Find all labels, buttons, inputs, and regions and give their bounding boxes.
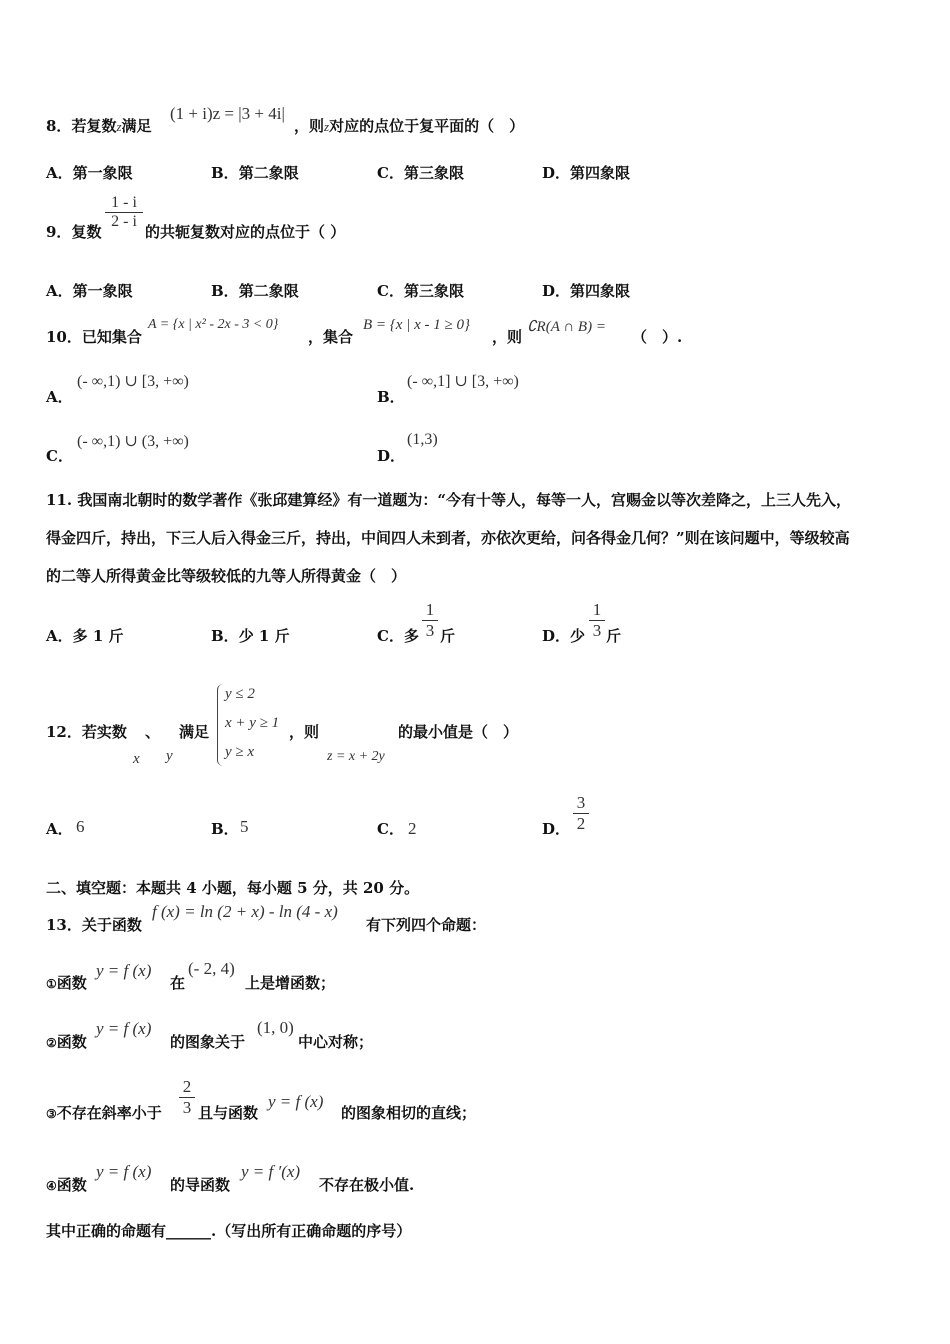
q13-s3-text-c: 的图象相切的直线； [341, 1104, 477, 1122]
q12-option-a[interactable] [46, 818, 73, 839]
q12-option-d[interactable] [542, 818, 570, 839]
fraction-denominator: 3 [182, 1098, 192, 1117]
circled-number: ① [46, 977, 57, 991]
q8-option-d[interactable] [542, 162, 630, 183]
q12-number: 12． [46, 723, 82, 741]
option-label: B． [377, 388, 405, 406]
q10-option-a-text: (- ∞,1) ∪ [3, +∞) [77, 373, 189, 390]
statement-text: 不存在斜率小于 [56, 1104, 162, 1122]
q13-s1-func: y = f (x) [96, 961, 152, 980]
fraction-denominator: 3 [592, 621, 602, 640]
q8-number: 8． [46, 117, 72, 135]
q13-statement-4 [46, 1174, 87, 1195]
q9-option-d[interactable] [542, 280, 630, 301]
option-label: C． [377, 282, 404, 300]
q10-number: 10． [46, 328, 82, 346]
option-label: B． [211, 164, 239, 182]
option-label: C． [377, 164, 404, 182]
q13-text-pre: 关于函数 [81, 916, 142, 934]
q9-stem-tail: 的共轭复数对应的点位于（ ） [145, 223, 346, 241]
option-label: C． [377, 627, 404, 645]
q13-s2-point: (1, 0) [257, 1018, 294, 1037]
q12-option-d-fraction [573, 793, 589, 834]
q10-option-b-text: (- ∞,1] ∪ [3, +∞) [407, 373, 519, 390]
q12-constraint-3: y ≥ x [225, 744, 255, 760]
q13-s3-func: y = f (x) [268, 1092, 324, 1111]
q12-option-b-text: 5 [240, 817, 249, 836]
q11-option-d[interactable] [542, 625, 585, 646]
q10-option-a[interactable] [46, 386, 73, 407]
q11-line-3: 的二等人所得黄金比等级较低的九等人所得黄金（ ） [46, 567, 407, 585]
q8-var-z2: z [324, 119, 330, 134]
q13-statement-1 [46, 972, 87, 993]
q9-frac-denominator: 2 - i [111, 213, 137, 230]
q12-option-c[interactable] [377, 818, 404, 839]
section-heading: 二、填空题：本题共 4 小题，每小题 5 分，共 20 分。 [46, 879, 420, 897]
q13-answer-prompt: 其中正确的命题有______.（写出所有正确命题的序号） [46, 1222, 412, 1240]
option-text: 第一象限 [72, 282, 133, 300]
q13-statement-2 [46, 1031, 87, 1052]
q8-text-post: ，则 [294, 117, 325, 135]
option-text: 第三象限 [403, 282, 464, 300]
q8-option-c[interactable] [377, 162, 464, 183]
fraction-denominator: 2 [576, 814, 586, 833]
q8-equation: (1 + i)z = |3 + 4i| [170, 104, 285, 123]
q9-text-pre: 复数 [71, 223, 102, 241]
statement-text: 函数 [56, 1176, 87, 1194]
q12-option-a-text: 6 [76, 817, 85, 836]
q10-set-b: B = {x | x - 1 ≥ 0} [363, 317, 470, 333]
q11-line-2: 得金四斤，持出，下三人后入得金三斤，持出，中间四人未到者，亦依次更给，问各得金几何？”则在该问题中，等级较高 [46, 529, 850, 547]
statement-text: 函数 [56, 1033, 87, 1051]
q8-option-b[interactable] [211, 162, 299, 183]
q13-number: 13． [46, 916, 82, 934]
q8-text-pre: 若复数 [71, 117, 117, 135]
option-label: B． [211, 627, 239, 645]
q8-option-a[interactable] [46, 162, 133, 183]
statement-text: 函数 [56, 974, 87, 992]
q12-text-tail: 的最小值是（ ） [398, 723, 519, 741]
q11-option-d-unit: 斤 [606, 627, 622, 645]
q11-option-a[interactable] [46, 625, 124, 646]
q10-text-mid2: ，则 [492, 328, 523, 346]
option-text: 第三象限 [403, 164, 464, 182]
q11-option-c[interactable] [377, 625, 419, 646]
q13-s2-text-c: 中心对称； [298, 1033, 374, 1051]
option-text: 第一象限 [72, 164, 133, 182]
q10-complement: ∁R(A ∩ B) = [527, 319, 606, 335]
q8-stem [46, 115, 152, 136]
option-text: 第四象限 [570, 164, 631, 182]
q13-s2-text-b: 的图象关于 [170, 1033, 246, 1051]
q12-text-mid: 满足 [179, 723, 210, 741]
circled-number: ③ [46, 1107, 57, 1121]
q13-s1-interval: (- 2, 4) [188, 959, 235, 978]
option-label: D． [542, 820, 571, 838]
option-label: B． [211, 282, 239, 300]
option-text: 少 [570, 627, 586, 645]
option-label: D． [542, 627, 571, 645]
q13-statement-3 [46, 1102, 162, 1123]
q9-option-c[interactable] [377, 280, 464, 301]
option-label: C． [377, 820, 404, 838]
option-text: 第四象限 [570, 282, 631, 300]
option-label: A． [46, 282, 73, 300]
q12-text-pre: 若实数 [81, 723, 127, 741]
q11-option-c-unit: 斤 [440, 627, 456, 645]
fraction-numerator: 1 [425, 600, 435, 619]
q10-text-mid: ，集合 [308, 328, 354, 346]
q9-frac-numerator: 1 - i [111, 194, 137, 211]
q13-function: f (x) = ln (2 + x) - ln (4 - x) [152, 902, 338, 921]
option-label: D． [377, 447, 406, 465]
q11-option-d-fraction [589, 600, 605, 641]
circled-number: ② [46, 1036, 57, 1050]
q9-number: 9． [46, 223, 72, 241]
q8-text-mid: 满足 [121, 117, 152, 135]
option-label: A． [46, 820, 73, 838]
option-label: A． [46, 388, 73, 406]
option-label: C． [46, 447, 73, 465]
q9-option-b[interactable] [211, 280, 299, 301]
q10-option-c-text: (- ∞,1) ∪ (3, +∞) [77, 433, 189, 450]
option-label: A． [46, 627, 73, 645]
q10-option-d-text: (1,3) [407, 431, 438, 448]
option-text: 第二象限 [238, 164, 299, 182]
q10-stem [46, 326, 142, 347]
q13-s4-func: y = f (x) [96, 1162, 152, 1181]
q13-stem [46, 914, 142, 935]
q12-var-x: x [133, 751, 140, 767]
q9-fraction [105, 194, 143, 231]
q9-stem [46, 221, 101, 242]
q12-text-comma: ，则 [289, 723, 320, 741]
q13-s4-text-c: 不存在极小值. [319, 1176, 415, 1194]
q12-stem [46, 721, 127, 742]
q13-text-tail: 有下列四个命题： [366, 916, 487, 934]
q8-stem-tail [294, 115, 524, 136]
q12-separator: 、 [145, 723, 161, 741]
q11-option-c-fraction [422, 600, 438, 641]
q10-option-d[interactable] [377, 445, 405, 466]
q10-text-tail: （ ）. [632, 328, 683, 346]
q12-constraint-1: y ≤ 2 [225, 686, 255, 702]
q12-option-b[interactable] [211, 818, 239, 839]
q11-stem [46, 481, 906, 595]
q13-s1-text-b: 在 [170, 974, 186, 992]
q13-s3-text-b: 且与函数 [198, 1104, 259, 1122]
q10-option-b[interactable] [377, 386, 405, 407]
q13-s4-derivative: y = f ′(x) [241, 1162, 301, 1181]
option-text: 第二象限 [238, 282, 299, 300]
fraction-numerator: 1 [592, 600, 602, 619]
q8-var-z: z [116, 119, 122, 134]
q10-text-pre: 已知集合 [81, 328, 142, 346]
q11-line-1: 11. 我国南北朝时的数学著作《张邱建算经》有一道题为：“今有十等人，每等一人，宫赐金以等次差降之，上三人先入， [46, 491, 851, 509]
q12-var-y: y [166, 748, 173, 764]
q13-s2-func: y = f (x) [96, 1019, 152, 1038]
fraction-numerator: 2 [182, 1077, 192, 1096]
q12-option-c-text: 2 [408, 819, 417, 838]
fraction-numerator: 3 [576, 793, 586, 812]
q12-constraint-2: x + y ≥ 1 [225, 715, 280, 731]
option-label: D． [542, 282, 571, 300]
option-label: B． [211, 820, 239, 838]
q13-s1-text-c: 上是增函数； [245, 974, 336, 992]
q12-constraint-brace [217, 684, 224, 766]
option-text: 少 1 斤 [238, 627, 290, 645]
option-text: 多 1 斤 [72, 627, 124, 645]
q11-option-b[interactable] [211, 625, 290, 646]
option-label: D． [542, 164, 571, 182]
fraction-denominator: 3 [425, 621, 435, 640]
q8-text-tail: 对应的点位于复平面的（ ） [329, 117, 525, 135]
option-label: A． [46, 164, 73, 182]
circled-number: ④ [46, 1179, 57, 1193]
q12-objective: z = x + 2y [327, 749, 385, 764]
q9-option-a[interactable] [46, 280, 133, 301]
q10-option-c[interactable] [46, 445, 73, 466]
q13-s4-text-b: 的导函数 [170, 1176, 231, 1194]
q10-set-a: A = {x | x² - 2x - 3 < 0} [148, 317, 279, 332]
option-text: 多 [403, 627, 419, 645]
q13-s3-fraction [179, 1077, 195, 1118]
